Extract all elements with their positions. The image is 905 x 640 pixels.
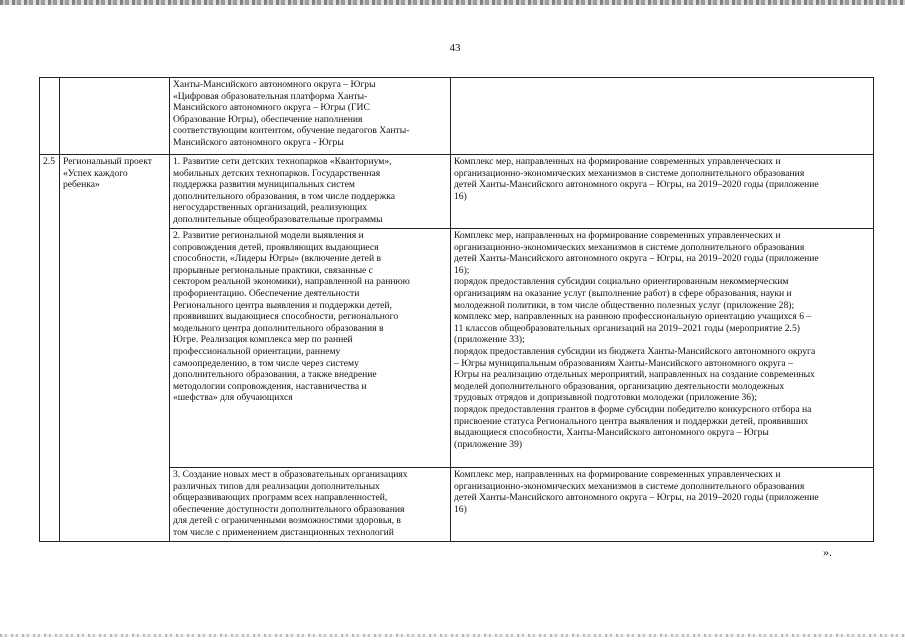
- project-name-line: ребенка»: [63, 179, 100, 191]
- measures-table: [39, 77, 874, 542]
- mechanism-line: Комплекс мер, направленных на формирование современных управленческих и: [454, 230, 781, 241]
- mechanism-line: Комплекс мер, направленных на формирование современных управленческих и: [454, 469, 781, 480]
- mechanism-cell: [451, 155, 874, 229]
- task-line: самоопределению, в том числе через систему: [173, 357, 359, 369]
- section-number-cell: [40, 155, 60, 542]
- task-line: профориентацию. Обеспечение деятельности: [173, 287, 360, 299]
- mechanism-line: детей Ханты-Мансийского автономного округа – Югры, на 2019–2020 годы (приложение: [454, 492, 819, 504]
- task-cell: [170, 78, 451, 155]
- mechanism-line: детей Ханты-Мансийского автономного округа – Югры, на 2019–2020 годы (приложение: [454, 253, 819, 265]
- mechanism-line: присвоение статуса Регионального центра выявления и поддержки детей, проявивших: [454, 415, 809, 427]
- task-line: «Цифровая образовательная платформа Ханты-: [173, 90, 368, 102]
- mechanism-line: организационно-экономических механизмов в системе дополнительного образования: [454, 241, 805, 253]
- task-line: Регионального центра выявления и поддержки детей,: [173, 299, 392, 311]
- mechanism-cell-empty: [451, 78, 874, 155]
- task-line: «шефства» для обучающихся: [173, 392, 293, 404]
- mechanism-line: 11 классов общеобразовательных организаций на 2019–2021 годы (мероприятие 2.5): [454, 322, 800, 334]
- mechanism-line: 16);: [454, 264, 470, 276]
- task-line: обеспечение доступности дополнительного образования: [173, 503, 405, 515]
- mechanism-line: организациям на оказание услуг (выполнение работ) в сфере образования, науки и: [454, 287, 792, 299]
- mechanism-line: детей Ханты-Мансийского автономного округа – Югры, на 2019–2020 годы (приложение: [454, 179, 819, 191]
- task-line: 1. Развитие сети детских технопарков «Кванториум»,: [173, 156, 392, 167]
- task-line: Югре. Реализация комплекса мер по ранней: [173, 334, 353, 346]
- task-line: профессиональной ориентации, раннему: [173, 345, 341, 357]
- task-line: различных типов для реализации дополнительных: [173, 480, 380, 492]
- mechanism-cell: [451, 468, 874, 542]
- task-line: поддержка развития муниципальных систем: [173, 179, 355, 191]
- mechanism-line: выдающиеся способности, Ханты-Мансийского автономного округа – Югры: [454, 427, 769, 439]
- project-name-cell: [60, 155, 170, 542]
- task-cell: [170, 229, 451, 468]
- task-line: 2. Развитие региональной модели выявления и: [173, 230, 364, 241]
- mechanism-line: порядок предоставления субсидии социально ориентированным некоммерческим: [454, 276, 789, 288]
- table-row: [40, 155, 874, 229]
- task-line: сектором реальной экономики), направленной на раннюю: [173, 276, 410, 288]
- task-line: 3. Создание новых мест в образовательных организациях: [173, 469, 408, 480]
- task-line: методологии сопровождения, наставничества и: [173, 380, 367, 392]
- mechanism-line: (приложение 33);: [454, 334, 525, 346]
- task-line: способности, «Лидеры Югры» (включение детей в: [173, 253, 382, 265]
- table-row-continuation: [40, 78, 874, 155]
- mechanism-line: комплекс мер, направленных на раннюю профессиональную ориентацию учащихся 6 –: [454, 311, 812, 323]
- mechanism-line: моделей дополнительного образования, организацию деятельности молодежных: [454, 380, 785, 392]
- task-line: том числе с применением дистанционных технологий: [173, 526, 394, 538]
- closing-quote-mark: ».: [823, 545, 832, 559]
- task-line: соответствующим контентом, обучение педагогов Ханты-: [173, 125, 410, 137]
- task-line: сопровождения детей, проявляющих выдающиеся: [173, 241, 379, 253]
- task-line: Образование Югры), обеспечение наполнения: [173, 113, 363, 125]
- section-number: 2.5: [43, 156, 55, 167]
- scan-artifact-top: [0, 0, 905, 5]
- scan-artifact-bottom: [0, 634, 905, 637]
- mechanism-line: 16): [454, 503, 467, 515]
- mechanism-line: молодежной политики, в том числе общественно полезных услуг (приложение 28);: [454, 299, 795, 311]
- task-line: проявивших выдающиеся способности, регионального: [173, 311, 399, 323]
- task-line: мобильных детских технопарков. Государственная: [173, 167, 381, 179]
- project-name-line: «Успех каждого: [63, 167, 128, 179]
- mechanism-line: 16): [454, 190, 467, 202]
- project-name-line: Региональный проект: [63, 156, 152, 167]
- row-number-cell-empty: [40, 78, 60, 155]
- mechanism-line: Югры на реализацию отдельных мероприятий, направленных на создание современных: [454, 369, 815, 381]
- task-line: дополнительного образования, а также внедрение: [173, 369, 377, 381]
- mechanism-cell: [451, 229, 874, 468]
- mechanism-line: трудовых отрядов и допризывной подготовки молодежи (приложение 36);: [454, 392, 757, 404]
- mechanism-line: Комплекс мер, направленных на формирование современных управленческих и: [454, 156, 781, 167]
- page-number: 43: [449, 42, 461, 54]
- task-line: Мансийского автономного округа - Югры: [173, 136, 344, 148]
- task-line: негосударственных организаций, реализующих: [173, 202, 368, 214]
- task-cell: [170, 155, 451, 229]
- mechanism-line: (приложение 39): [454, 438, 523, 450]
- task-line: прорывные региональные практики, связанные с: [173, 264, 373, 276]
- task-line: модельного центра дополнительного образования в: [173, 322, 384, 334]
- mechanism-line: порядок предоставления грантов в форме субсидии победителю конкурсного отбора на: [454, 403, 812, 415]
- task-line: Мансийского автономного округа – Югры (ГИС: [173, 102, 370, 114]
- mechanism-line: организационно-экономических механизмов в системе дополнительного образования: [454, 167, 805, 179]
- project-cell-empty: [60, 78, 170, 155]
- mechanism-line: порядок предоставления субсидии из бюджета Ханты-Мансийского автономного округа: [454, 345, 816, 357]
- mechanism-line: – Югры муниципальным образованиям Ханты-Мансийского автономного округа –: [454, 357, 793, 369]
- mechanism-line: организационно-экономических механизмов в системе дополнительного образования: [454, 480, 805, 492]
- task-line: дополнительные общеобразовательные программы: [173, 213, 383, 225]
- task-line: Ханты-Мансийского автономного округа – Югры: [173, 79, 376, 90]
- task-line: дополнительного образования, в том числе поддержка: [173, 190, 395, 202]
- task-line: общеразвивающих программ всех направленностей,: [173, 492, 388, 504]
- task-cell: [170, 468, 451, 542]
- task-line: для детей с ограниченными возможностями здоровья, в: [173, 515, 401, 527]
